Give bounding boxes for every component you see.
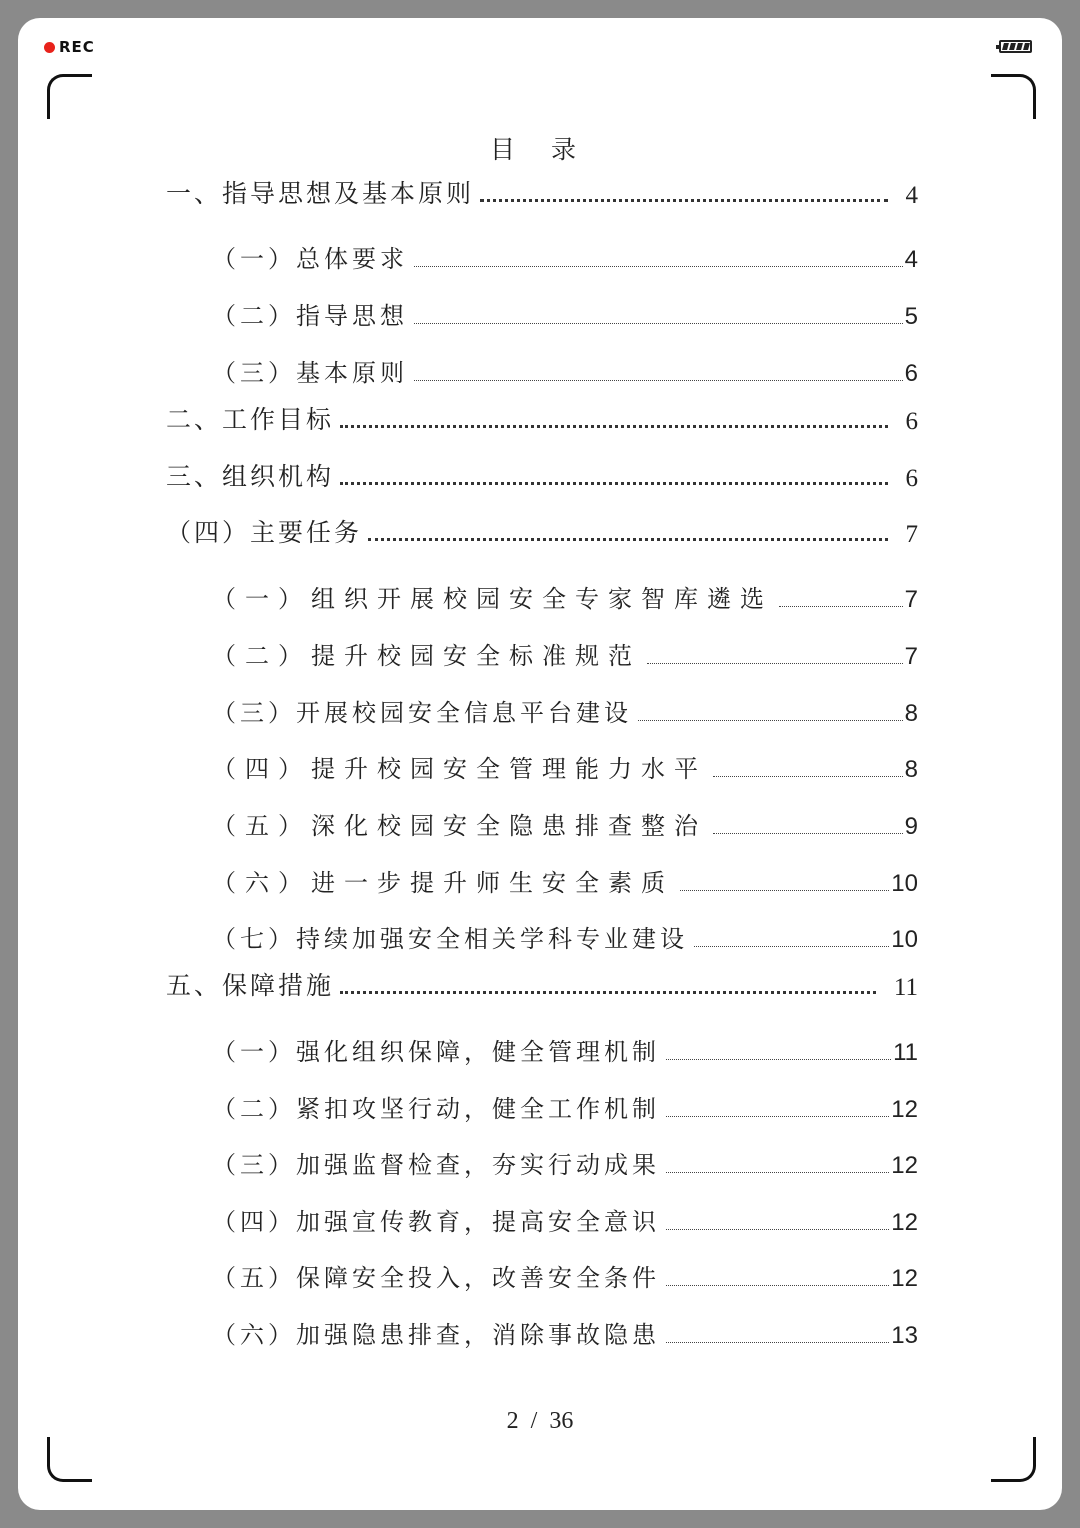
toc-leader-dots [666,1116,889,1117]
toc-leader-dots [414,323,903,324]
toc-section-entry[interactable] [166,402,918,436]
toc-entry-page-number: 12 [891,1209,918,1236]
toc-subsection-entry[interactable] [212,242,918,274]
toc-leader-dots [368,538,887,541]
toc-leader-dots [666,1342,889,1343]
toc-entry-label: （五）保障安全投入，改善安全条件 [212,1264,660,1292]
toc-entry-page-number: 7 [904,643,918,670]
toc-subsection-entry[interactable] [212,1035,918,1067]
toc-entry-page-number: 10 [891,870,918,897]
toc-entry-label: （二）指导思想 [212,302,408,330]
toc-entry-label: （七）持续加强安全相关学科专业建设 [212,925,688,953]
toc-entry-label: （三）基本原则 [212,359,408,387]
toc-title: 目 录 [490,135,590,164]
toc-leader-dots [340,991,876,994]
toc-entry-page-number: 8 [904,756,918,783]
toc-section-entry[interactable] [166,515,918,549]
toc-entry-label: （四）加强宣传教育，提高安全意识 [212,1208,660,1236]
toc-leader-dots [666,1229,889,1230]
record-dot-icon [44,42,55,53]
toc-entry-label: （四）主要任务 [166,518,363,547]
toc-entry-page-number: 5 [904,303,918,330]
toc-entry-label: （一）组织开展校园安全专家智库遴选 [212,585,773,613]
frame-corner-top-right-icon [991,74,1036,119]
toc-subsection-entry[interactable] [212,582,918,614]
toc-leader-dots [414,266,903,267]
toc-leader-dots [694,946,889,947]
toc-subsection-entry[interactable] [212,1205,918,1237]
toc-leader-dots [666,1172,889,1173]
toc-entry-page-number: 6 [905,465,918,492]
toc-entry-label: （二）紧扣攻坚行动，健全工作机制 [212,1095,660,1123]
recording-indicator [44,38,95,56]
toc-entry-label: （一）总体要求 [212,245,408,273]
toc-leader-dots [340,482,887,485]
page-separator: / [530,1408,538,1434]
toc-entry-page-number: 13 [891,1322,918,1349]
toc-entry-page-number: 6 [905,408,918,435]
toc-entry-page-number: 4 [904,246,918,273]
toc-leader-dots [779,606,903,607]
toc-subsection-entry[interactable] [212,356,918,388]
toc-entry-label: （六）加强隐患排查，消除事故隐患 [212,1321,660,1349]
toc-entry-label: （三）开展校园安全信息平台建设 [212,699,632,727]
frame-corner-top-left-icon [47,74,92,119]
toc-entry-page-number: 7 [905,521,918,548]
toc-leader-dots [480,199,887,202]
toc-subsection-entry[interactable] [212,1148,918,1180]
toc-entry-page-number: 12 [891,1096,918,1123]
toc-entry-label: 一、指导思想及基本原则 [166,179,475,208]
toc-entry-page-number: 11 [893,974,918,1001]
toc-leader-dots [666,1285,889,1286]
toc-entry-page-number: 12 [891,1265,918,1292]
toc-entry-label: （六）进一步提升师生安全素质 [212,869,674,897]
toc-entry-label: （五）深化校园安全隐患排查整治 [212,812,707,840]
toc-entry-page-number: 8 [904,700,918,727]
toc-entry-page-number: 6 [904,360,918,387]
toc-entry-page-number: 12 [891,1152,918,1179]
page-indicator [0,1408,1080,1435]
battery-icon [999,40,1032,53]
toc-subsection-entry[interactable] [212,866,918,898]
toc-entry-page-number: 9 [904,813,918,840]
toc-subsection-entry[interactable] [212,752,918,784]
toc-leader-dots [647,663,903,664]
toc-entry-label: （三）加强监督检查，夯实行动成果 [212,1151,660,1179]
toc-entry-page-number: 11 [893,1039,918,1066]
toc-section-entry[interactable] [166,968,918,1002]
toc-entry-label: （一）强化组织保障，健全管理机制 [212,1038,660,1066]
total-page-count: 36 [549,1408,574,1434]
toc-subsection-entry[interactable] [212,696,918,728]
rec-label: REC [59,38,95,56]
toc-leader-dots [680,890,889,891]
toc-entry-page-number: 7 [904,586,918,613]
toc-subsection-entry[interactable] [212,299,918,331]
toc-entry-label: 五、保障措施 [166,971,335,1000]
toc-entry-page-number: 10 [891,926,918,953]
toc-leader-dots [340,425,887,428]
toc-entry-label: 三、组织机构 [166,462,335,491]
toc-leader-dots [638,720,903,721]
toc-leader-dots [713,776,903,777]
toc-leader-dots [666,1059,891,1060]
frame-corner-bottom-right-icon [991,1437,1036,1482]
toc-section-entry[interactable] [166,459,918,493]
toc-entry-label: （四）提升校园安全管理能力水平 [212,755,707,783]
toc-subsection-entry[interactable] [212,1261,918,1293]
frame-corner-bottom-left-icon [47,1437,92,1482]
toc-subsection-entry[interactable] [212,639,918,671]
toc-subsection-entry[interactable] [212,1318,918,1350]
toc-leader-dots [713,833,903,834]
current-page-number: 2 [506,1408,519,1434]
toc-subsection-entry[interactable] [212,1092,918,1124]
toc-entry-page-number: 4 [905,182,918,209]
toc-entry-label: （二）提升校园安全标准规范 [212,642,641,670]
toc-entry-label: 二、工作目标 [166,405,335,434]
toc-leader-dots [414,380,903,381]
toc-subsection-entry[interactable] [212,922,918,954]
toc-subsection-entry[interactable] [212,809,918,841]
toc-section-entry[interactable] [166,176,918,210]
